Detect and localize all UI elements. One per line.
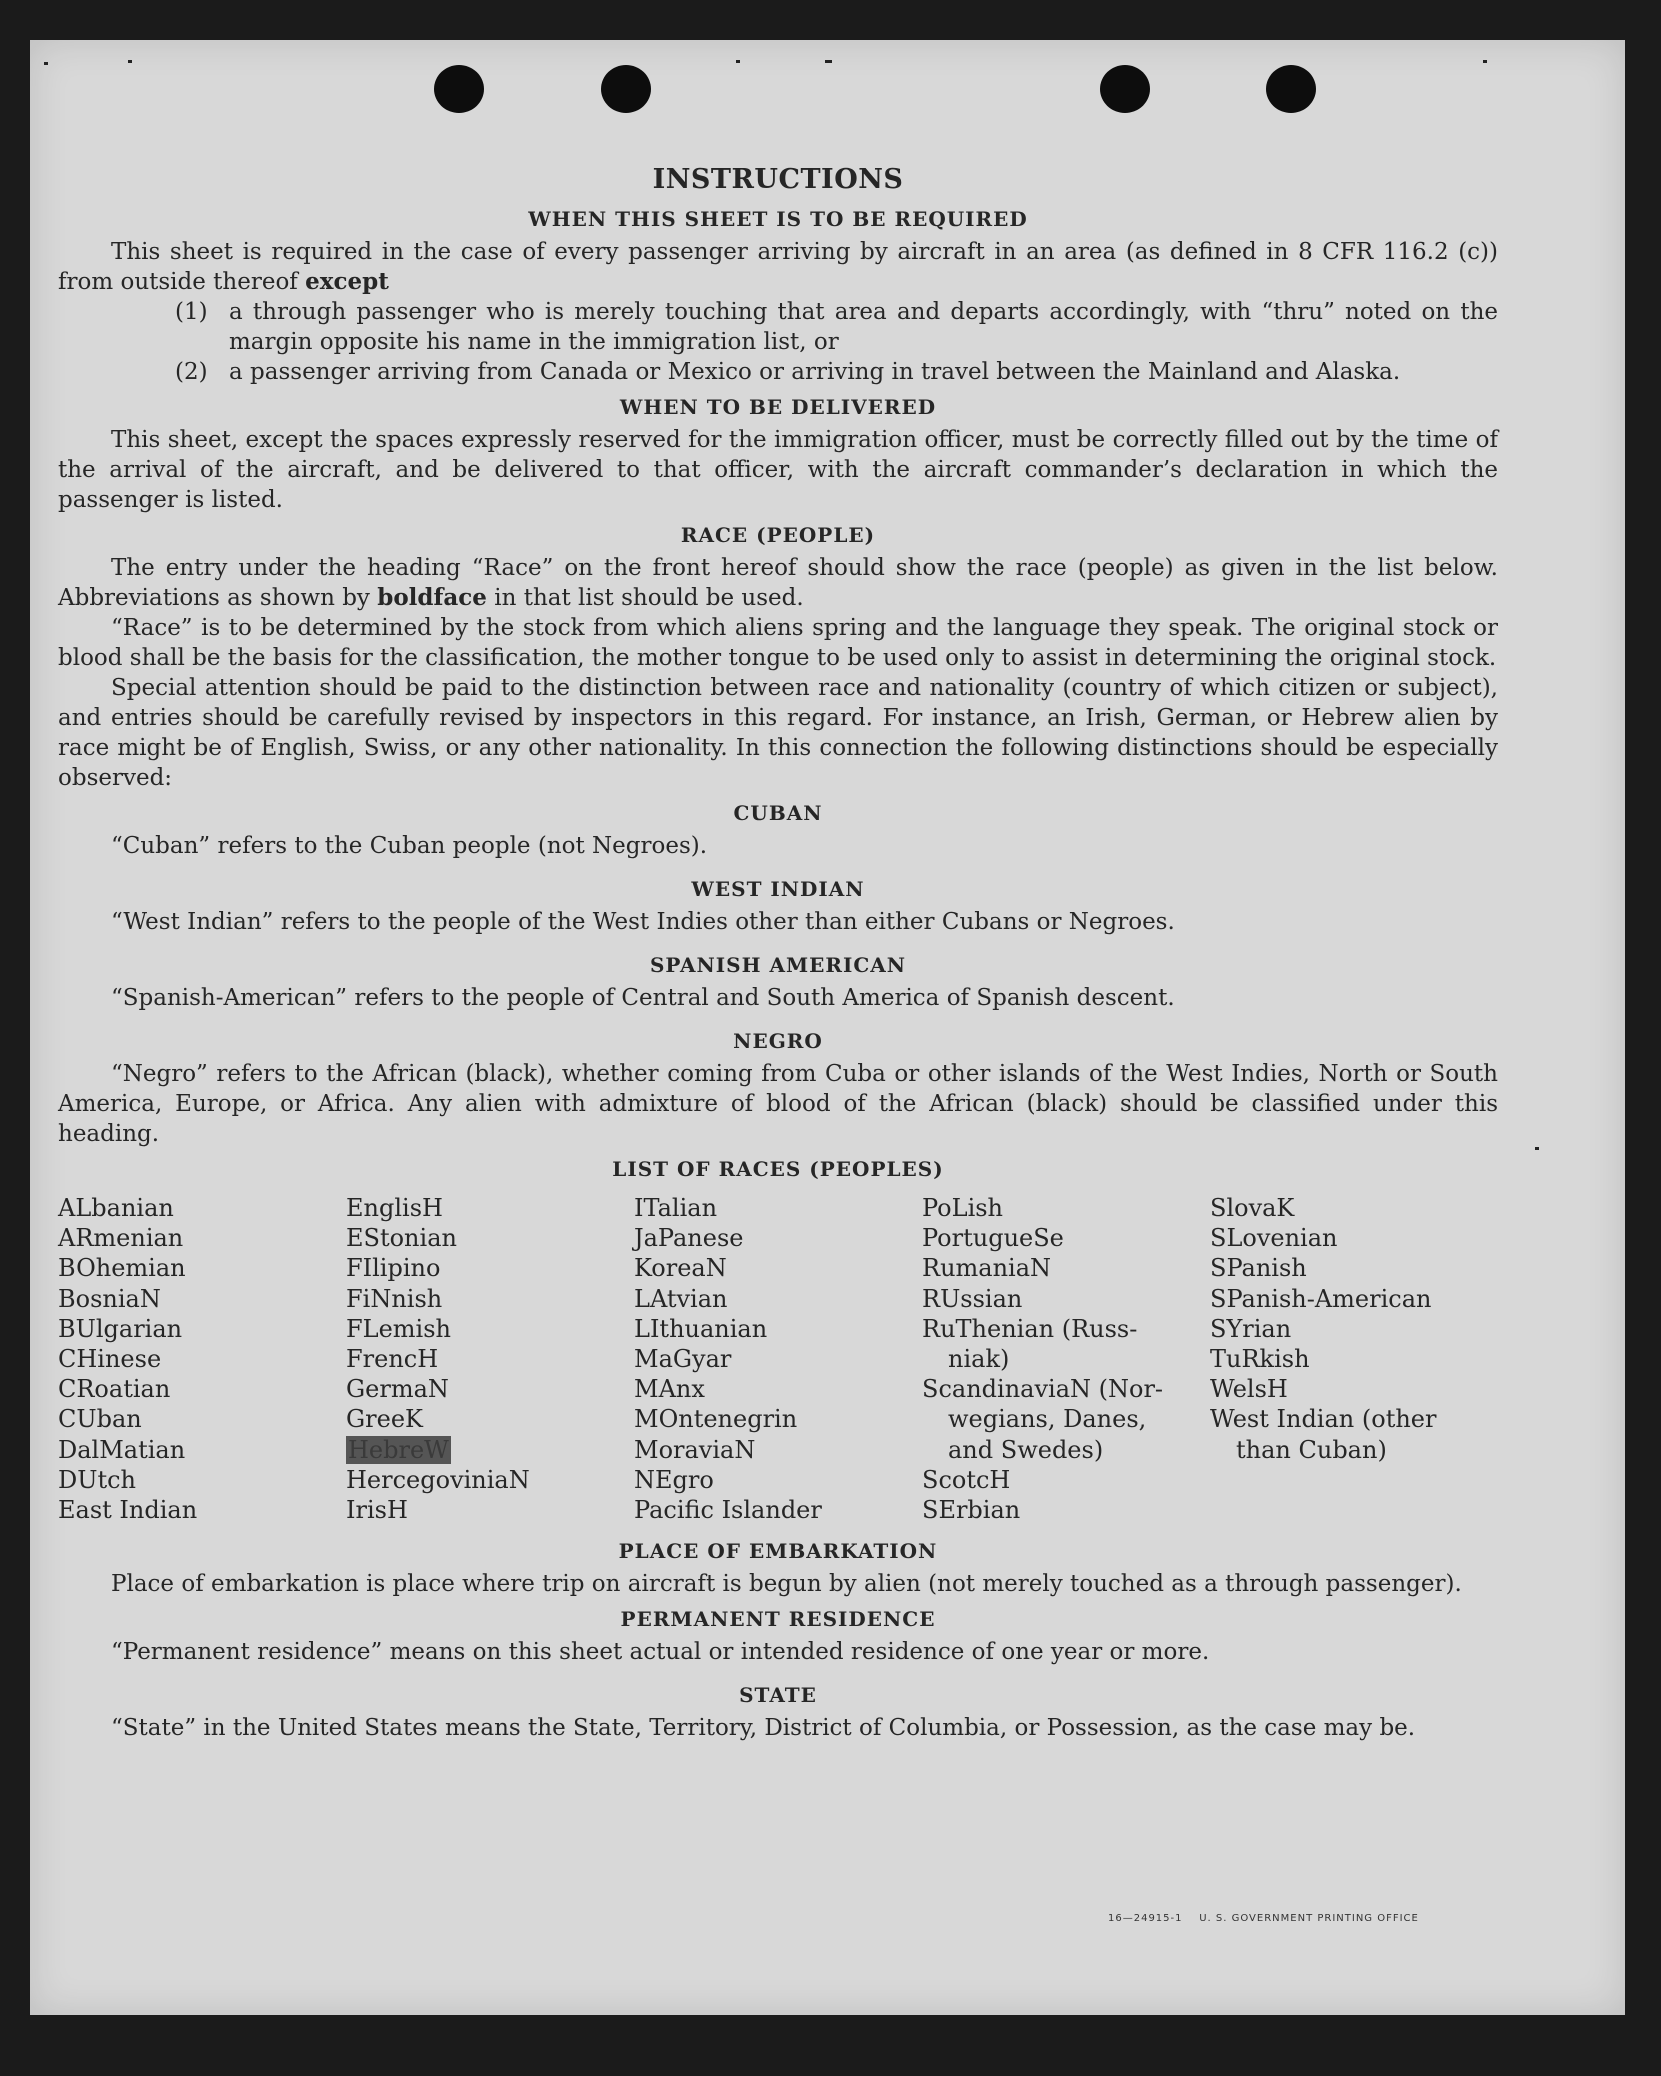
race-entry: GreeK (346, 1405, 423, 1434)
race-entry-continued: wegians, Danes, (948, 1405, 1147, 1434)
race-paragraph-1: The entry under the heading “Race” on the front hereof should show the race (people) as given in the list below. Abbreviations as shown by boldface in that list should be used. (58, 555, 1498, 611)
race-entry: RumaniaN (922, 1254, 1052, 1283)
printer-footer (1108, 1913, 1419, 1924)
race-entry: SErbian (922, 1496, 1021, 1525)
race-entry: MOntenegrin (634, 1405, 798, 1434)
section-heading-cuban: CUBAN (733, 801, 823, 825)
section-heading-west-indian: WEST INDIAN (691, 877, 865, 901)
west-indian-text: “West Indian” refers to the people of the West Indies other than either Cubans or Negroes. (111, 909, 1175, 935)
race-entry: BosniaN (58, 1284, 161, 1313)
race-entry: GermaN (346, 1375, 449, 1404)
delivered-text: This sheet, except the spaces expressly reserved for the immigration officer, must be correctly filled out by the time of the arrival of the aircraft, and be delivered to that officer, with the aircraft commander’s declaration in which the passenger is listed. (58, 427, 1498, 513)
negro-text: “Negro” refers to the African (black), whether coming from Cuba or other islands of the West Indies, North or South America, Europe, or Africa. Any alien with admixture of blood of the African (black) should be classified under this heading. (58, 1061, 1498, 1147)
list-item: (1) a through passenger who is merely touching that area and departs accordingly, with “thru” noted on the margin opposite his name in the immigration list, or (175, 299, 1498, 355)
race-entry: Pacific Islander (634, 1496, 822, 1525)
race-entry: WelsH (1210, 1375, 1288, 1404)
race-entry: SLovenian (1210, 1224, 1338, 1253)
section-heading-race: RACE (PEOPLE) (680, 523, 876, 547)
required-intro: This sheet is required in the case of every passenger arriving by aircraft in an area (as defined in 8 CFR 116.2 (c)) from outside thereof except (58, 239, 1498, 295)
races-column (634, 1193, 922, 1525)
residence-text: “Permanent residence” means on this sheet actual or intended residence of one year or more. (111, 1639, 1210, 1666)
section-heading-required: WHEN THIS SHEET IS TO BE REQUIRED (528, 207, 1028, 231)
race-entry: LIthuanian (634, 1314, 768, 1343)
race-entry: ALbanian (58, 1194, 174, 1222)
race-entry: FLemish (346, 1314, 451, 1343)
race-entry: ScandinaviaN (Nor- (922, 1375, 1164, 1404)
race-entry: CHinese (58, 1345, 162, 1374)
race-entry: CUban (58, 1405, 142, 1434)
section-heading-races-list: LIST OF RACES (PEOPLES) (612, 1157, 944, 1181)
race-entry: MAnx (634, 1375, 705, 1404)
race-entry: West Indian (other (1210, 1405, 1437, 1434)
race-entry: PortugueSe (922, 1224, 1064, 1253)
race-entry: CRoatian (58, 1375, 171, 1404)
race-entry: DUtch (58, 1465, 137, 1494)
race-entry: FrencH (346, 1345, 439, 1374)
paper-speck (736, 60, 740, 63)
race-entry: JaPanese (634, 1224, 744, 1253)
race-entry: East Indian (58, 1496, 198, 1525)
races-list (58, 1193, 1498, 1525)
race-entry: EStonian (346, 1224, 457, 1253)
race-entry: BOhemian (58, 1254, 186, 1283)
race-entry: SlovaK (1210, 1194, 1295, 1222)
list-item: (2) a passenger arriving from Canada or Mexico or arriving in travel between the Mainland and Alaska. (175, 359, 1401, 385)
punch-hole (1266, 65, 1316, 113)
page-title: INSTRUCTIONS (652, 164, 904, 195)
punch-hole (1100, 65, 1150, 113)
race-entry: TuRkish (1210, 1345, 1310, 1374)
form-number: 16—24915-1 (1108, 1913, 1183, 1924)
paper-speck (1535, 1147, 1539, 1150)
race-entry: RuThenian (Russ- (922, 1314, 1138, 1343)
paper-speck (1483, 60, 1487, 63)
race-entry: NEgro (634, 1465, 714, 1494)
section-heading-negro: NEGRO (733, 1029, 823, 1053)
paper-speck (128, 60, 132, 63)
race-entry: KoreaN (634, 1254, 727, 1283)
race-paragraph-3: Special attention should be paid to the distinction between race and nationality (country of which citizen or subject), and entries should be carefully revised by inspectors in this regard. For instance, an Irish, German, or Hebrew alien by race might be of English, Swiss, or any other nationality. In this connection the following distinctions should be especially observed: (58, 675, 1498, 791)
race-entry: LAtvian (634, 1284, 728, 1313)
races-column (1210, 1193, 1498, 1525)
document-sheet (30, 40, 1625, 2015)
race-entry: BUlgarian (58, 1314, 183, 1343)
paper-speck (44, 62, 48, 65)
race-entry: FiNnish (346, 1284, 443, 1313)
race-paragraph-2: “Race” is to be determined by the stock from which aliens spring and the language they speak. The original stock or blood shall be the basis for the classification, the mother tongue to be used only to assist in determining the original stock. (58, 615, 1498, 671)
race-entry: IrisH (346, 1496, 408, 1525)
punch-hole (601, 65, 651, 113)
instructions-content (58, 165, 1498, 1743)
section-heading-residence: PERMANENT RESIDENCE (620, 1607, 936, 1632)
race-entry: SYrian (1210, 1314, 1292, 1343)
section-heading-embarkation: PLACE OF EMBARKATION (618, 1539, 938, 1564)
race-entry-redacted: HebreW (348, 1435, 449, 1464)
race-entry-continued: niak) (948, 1345, 1010, 1374)
race-entry: SPanish-American (1210, 1284, 1432, 1313)
race-entry: HercegoviniaN (346, 1465, 530, 1494)
race-entry: ScotcH (922, 1465, 1011, 1494)
race-entry: MoraviaN (634, 1435, 756, 1464)
state-text: “State” in the United States means the State, Territory, District of Columbia, or Possession, as the case may be. (111, 1715, 1416, 1742)
section-heading-spanish-american: SPANISH AMERICAN (649, 953, 907, 977)
race-entry: ITalian (634, 1194, 718, 1222)
race-entry: DalMatian (58, 1435, 186, 1464)
section-heading-state: STATE (739, 1683, 817, 1708)
race-entry: RUssian (922, 1284, 1023, 1313)
paper-speck (825, 60, 832, 63)
race-entry: FIlipino (346, 1254, 441, 1283)
race-entry: EnglisH (346, 1194, 443, 1222)
punch-hole (434, 65, 484, 113)
race-entry: SPanish (1210, 1254, 1307, 1283)
race-entry-continued: and Swedes) (948, 1435, 1104, 1464)
races-column (922, 1193, 1210, 1525)
race-entry: MaGyar (634, 1345, 732, 1374)
races-column (58, 1193, 346, 1525)
printer-name: U. S. GOVERNMENT PRINTING OFFICE (1199, 1913, 1419, 1924)
cuban-text: “Cuban” refers to the Cuban people (not Negroes). (111, 833, 708, 859)
race-entry: PoLish (922, 1194, 1004, 1222)
section-heading-delivered: WHEN TO BE DELIVERED (619, 395, 937, 419)
races-column (346, 1193, 634, 1525)
race-entry-continued: than Cuban) (1236, 1435, 1387, 1464)
spanish-american-text: “Spanish-American” refers to the people of Central and South America of Spanish descent. (111, 985, 1175, 1011)
embarkation-text: Place of embarkation is place where trip on aircraft is begun by alien (not merely touched as a through passenger). (111, 1571, 1462, 1598)
race-entry: ARmenian (58, 1224, 184, 1253)
